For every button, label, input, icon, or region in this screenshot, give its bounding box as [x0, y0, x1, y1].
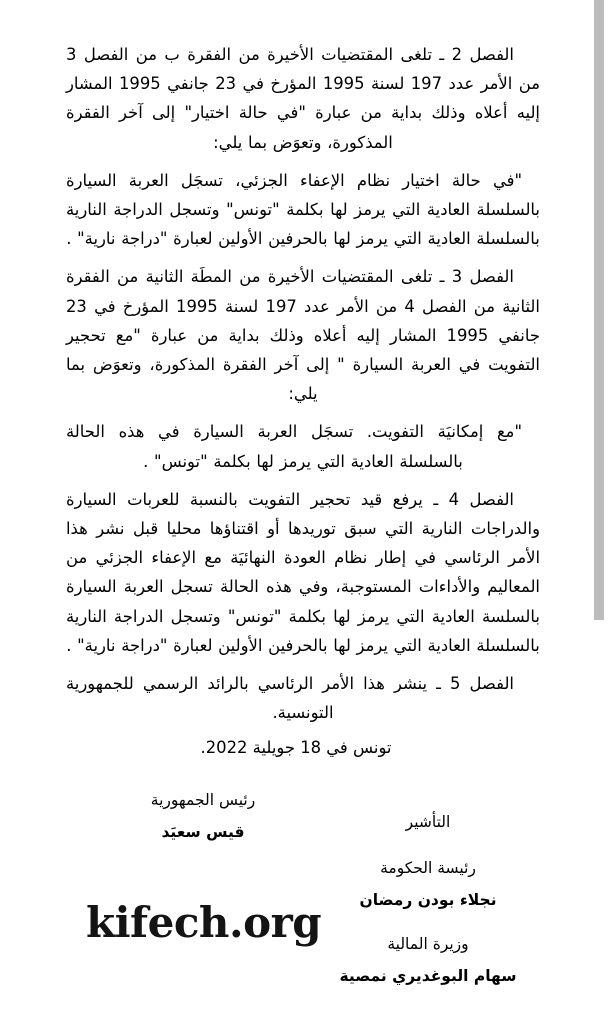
paragraph-article-2: الفصل 2 ـ تلغى المقتضيات الأخيرة من الفقرة ب من الفصل 3 من الأمر عدد 197 لسنة 1995 المؤرخ في 23 جانفي 1995 المشار إليه أعلاه وذلك بداية من عبارة "في حالة اختيار" إلى آخر الفقرة المذكورة، وتعوَض بما يلي: — [66, 45, 540, 152]
site-watermark: kifech.org — [86, 898, 322, 947]
signature-president — [108, 786, 298, 846]
signature-block — [0, 786, 608, 986]
paragraph-article-5: الفصل 5 ـ ينشر هذا الأمر الرئاسي بالرائد الرسمي للجمهورية التونسية. — [66, 674, 514, 723]
paragraph-article-3-quote: "مع إمكانيَة التفويت. تسجَل العربة السيارة في هذه الحالة بالسلسلة العادية التي يرمز لها بكلمة "تونس" . — [66, 422, 522, 471]
dateline: تونس في 18 جويلية 2022. — [200, 738, 392, 758]
paragraph-article-4: الفصل 4 ـ يرفع قيد تحجير التفويت بالنسبة للعربات السيارة والدراجات النارية التي سبق توريدها أو اقتناؤها محليا قبل نشر هذا الأمر الرئاسي في إطار نظام العودة النهائيَة مع الإعفاء الجزئي من المعاليم والأداءات المستوجبة، وفي هذه الحالة تسجل العربة السيارة بالسلسة العادية التي يرمز لها بكلمة "تونس" وتسجل الدراجة النارية بالسلسلة العادية التي يرمز لها بالحرفين الأولين لعبارة "دراجة نارية" . — [66, 489, 540, 655]
vertical-scrollbar-track[interactable] — [594, 0, 608, 1024]
finance-minister-role-label: وزيرة المالية — [387, 935, 469, 953]
paragraph-article-2-quote: "في حالة اختيار نظام الإعفاء الجزئي، تسجَل العربة السيارة بالسلسلة العادية التي يرمز لها بكلمة "تونس" وتسجل الدراجة النارية بالسلسلة العادية التي يرمز لها بالحرفين الأولين لعبارة "دراجة نارية" . — [66, 170, 540, 249]
pm-role-label: رئيسة الحكومة — [380, 859, 476, 877]
president-name: قيس سعيَد — [161, 823, 245, 841]
paragraph-article-3: الفصل 3 ـ تلغى المقتضيات الأخيرة من المطَة الثانية من الفقرة الثانية من الفصل 4 من الأمر عدد 197 لسنة 1995 المؤرخ في 23 جانفي 1995 المشار إليه أعلاه وذلك بداية من عبارة "مع تحجير التفويت في العربة السيارة " إلى آخر الفقرة المذكورة، وتعوَض بما يلي: — [66, 267, 540, 404]
visa-label: التأشير — [405, 813, 451, 831]
president-role-label: رئيس الجمهورية — [150, 791, 256, 809]
finance-minister-name: سهام البوغديري نمصية — [339, 967, 517, 985]
vertical-scrollbar-thumb[interactable] — [594, 0, 604, 620]
pm-name: نجلاء بودن رمضان — [359, 891, 497, 909]
signature-visa — [318, 808, 538, 990]
